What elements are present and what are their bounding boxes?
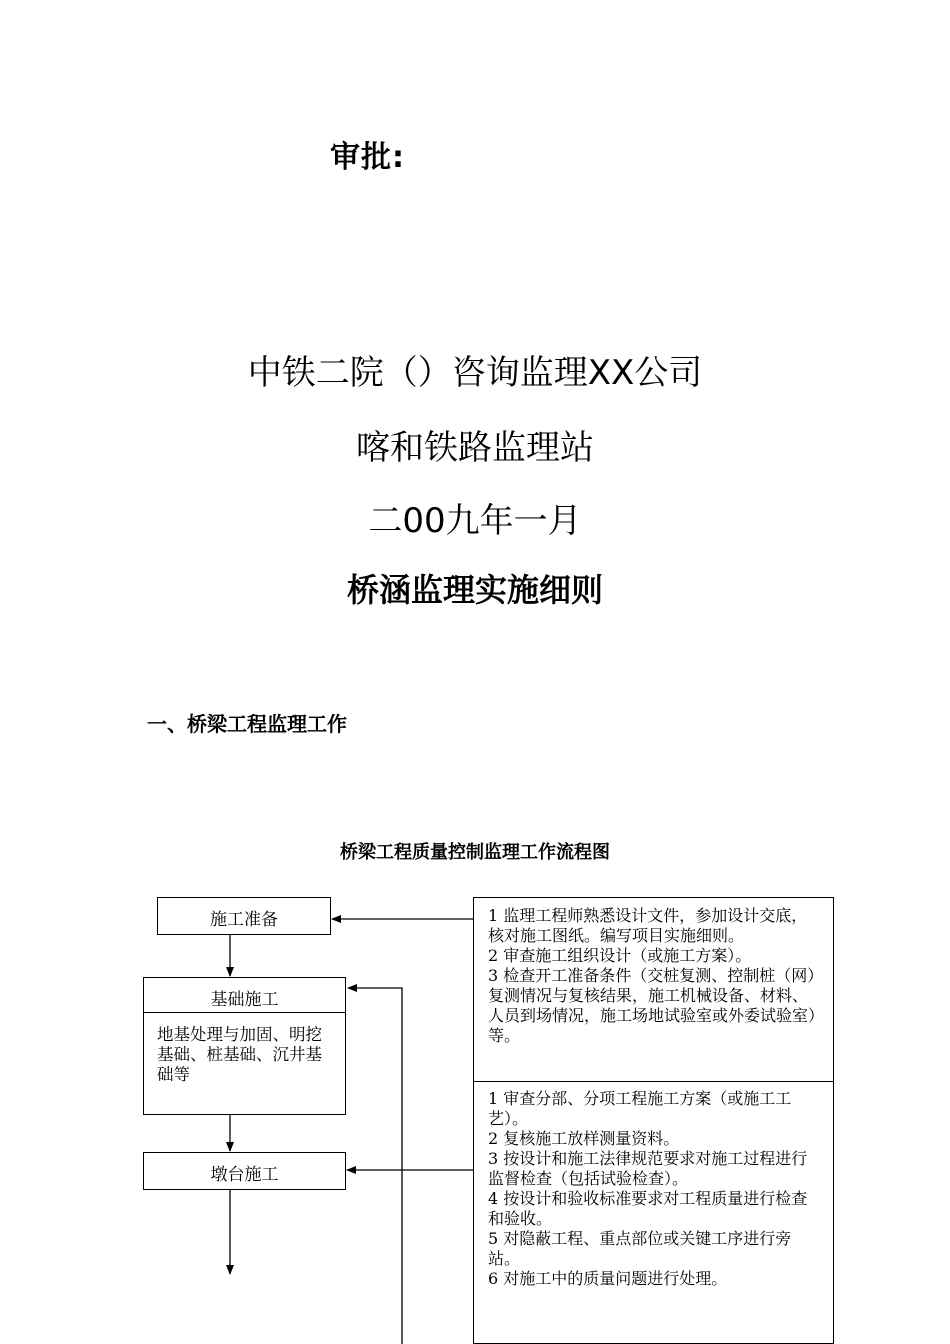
process-item: 1 审查分部、分项工程施工方案（或施工工艺）。 — [488, 1089, 792, 1128]
process-item: 3 按设计和施工法律规范要求对施工过程进行监督检查（包括试验检查）。 — [488, 1149, 808, 1188]
step-foundation-box — [143, 977, 346, 1115]
supervision-divider — [474, 1081, 833, 1082]
preparation-item: 2 审查施工组织设计（或施工方案）。 — [488, 946, 752, 965]
process-item: 2 复核施工放样测量资料。 — [488, 1129, 680, 1148]
step-preparation-box — [157, 897, 331, 935]
preparation-item: 3 检查开工准备条件（交桩复测、控制桩（网）复测情况与复核结果，施工机械设备、材料、人员到场情况，施工场地试验室或外委试验室）等。 — [488, 966, 817, 1045]
process-checklist — [488, 1089, 822, 1289]
company-name: 中铁二院（）咨询监理XX公司 — [247, 353, 703, 393]
section-heading: 一、桥梁工程监理工作 — [147, 712, 347, 736]
flowchart-title: 桥梁工程质量控制监理工作流程图 — [340, 842, 610, 863]
document-date: 二00九年一月 — [368, 501, 582, 541]
foundation-divider — [144, 1012, 345, 1013]
step-foundation-detail: 地基处理与加固、明挖基础、桩基础、沉井基础等 — [157, 1025, 322, 1084]
station-name: 喀和铁路监理站 — [356, 428, 594, 468]
process-item: 6 对施工中的质量问题进行处理。 — [488, 1269, 728, 1288]
preparation-item: 1 监理工程师熟悉设计文件，参加设计交底，核对施工图纸。编写项目实施细则。 — [488, 906, 808, 945]
process-item: 4 按设计和验收标准要求对工程质量进行检查和验收。 — [488, 1189, 808, 1228]
process-item: 5 对隐蔽工程、重点部位或关键工序进行旁站。 — [488, 1229, 792, 1268]
supervision-tasks-box — [473, 897, 834, 1344]
feedback-line-foundation — [348, 988, 402, 1344]
document-title: 桥涵监理实施细则 — [346, 571, 603, 609]
step-pier-label: 墩台施工 — [210, 1165, 279, 1185]
approval-label: 审批: — [330, 140, 405, 175]
step-pier-box — [143, 1152, 346, 1190]
step-preparation-label: 施工准备 — [210, 910, 278, 930]
step-foundation-label: 基础施工 — [210, 990, 279, 1010]
preparation-checklist — [488, 906, 822, 1046]
